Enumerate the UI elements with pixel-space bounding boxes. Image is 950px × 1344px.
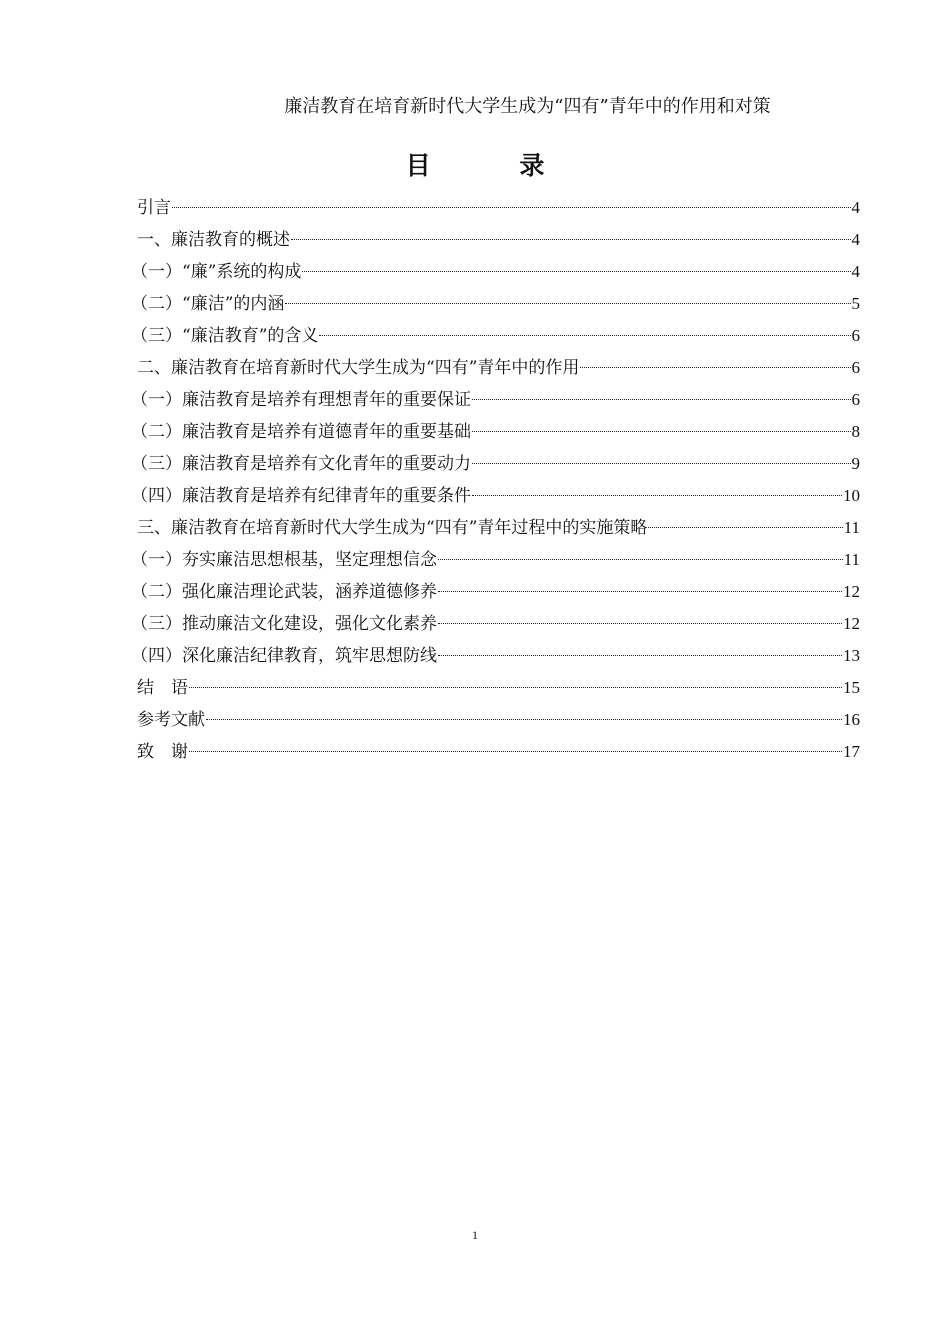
toc-entry-page: 11 <box>843 550 860 569</box>
toc-entry-label: 致 谢 <box>137 742 188 762</box>
toc-dot-leader <box>438 591 842 592</box>
page-number: 1 <box>472 1228 478 1242</box>
toc-entry[interactable] <box>137 512 860 544</box>
toc-entry-page: 4 <box>851 198 860 217</box>
toc-entry-page: 6 <box>851 358 860 377</box>
toc-entry-page: 15 <box>843 678 860 697</box>
toc-entry[interactable] <box>131 416 860 448</box>
toc-entry[interactable] <box>137 192 860 224</box>
toc-entry-label: 一、廉洁教育的概述 <box>137 230 290 250</box>
toc-dot-leader <box>302 271 850 272</box>
toc-entry[interactable] <box>131 384 860 416</box>
toc-entry[interactable] <box>131 608 860 640</box>
toc-dot-leader <box>580 367 850 368</box>
toc-entry-label: （一）夯实廉洁思想根基，坚定理想信念 <box>131 550 437 570</box>
toc-dot-leader <box>472 431 851 432</box>
toc-entry-page: 12 <box>843 582 860 601</box>
toc-entry-label: （一）“廉”系统的构成 <box>131 262 302 282</box>
toc-entry-page: 4 <box>851 262 860 281</box>
toc-dot-leader <box>472 463 851 464</box>
toc-entry-page: 9 <box>851 454 860 473</box>
toc-entry[interactable] <box>131 288 860 320</box>
toc-entry[interactable] <box>137 736 860 768</box>
toc-dot-leader <box>438 559 843 560</box>
toc-entry-label: （二）廉洁教育是培养有道德青年的重要基础 <box>131 422 471 442</box>
toc-entry[interactable] <box>137 704 860 736</box>
toc-entry[interactable] <box>131 576 860 608</box>
toc-entry-label: （三）推动廉洁文化建设，强化文化素养 <box>131 614 437 634</box>
toc-entry-page: 6 <box>851 390 860 409</box>
toc-entry-label: 结 语 <box>137 678 188 698</box>
toc-entry[interactable] <box>131 256 860 288</box>
toc-entry-label: 三、廉洁教育在培育新时代大学生成为“四有”青年过程中的实施策略 <box>137 518 648 538</box>
toc-entry-page: 17 <box>843 742 860 761</box>
toc-dot-leader <box>172 207 851 208</box>
toc-entry[interactable] <box>131 640 860 672</box>
toc-entry[interactable] <box>131 320 860 352</box>
toc-dot-leader <box>189 751 842 752</box>
toc-entry-label: （三）廉洁教育是培养有文化青年的重要动力 <box>131 454 471 474</box>
toc-entry[interactable] <box>137 224 860 256</box>
toc-entry-page: 4 <box>851 230 860 249</box>
running-header: 廉洁教育在培育新时代大学生成为“四有”青年中的作用和对策 <box>284 96 771 117</box>
toc-entry[interactable] <box>137 352 860 384</box>
toc-entry[interactable] <box>131 544 860 576</box>
toc-entry-page: 13 <box>843 646 860 665</box>
toc-dot-leader <box>189 687 842 688</box>
toc-entry[interactable] <box>131 448 860 480</box>
toc-entry-label: （一）廉洁教育是培养有理想青年的重要保证 <box>131 390 471 410</box>
toc-entry-page: 10 <box>843 486 860 505</box>
toc-entry-label: 引言 <box>137 198 171 218</box>
toc-dot-leader <box>472 495 842 496</box>
toc-entry-page: 5 <box>851 294 860 313</box>
toc-dot-leader <box>648 527 842 528</box>
table-of-contents <box>131 192 860 768</box>
toc-dot-leader <box>472 399 851 400</box>
toc-dot-leader <box>291 239 851 240</box>
toc-entry[interactable] <box>137 672 860 704</box>
toc-entry-label: 参考文献 <box>137 710 205 730</box>
toc-entry-label: （二）“廉洁”的内涵 <box>131 294 285 314</box>
toc-entry-page: 16 <box>843 710 860 729</box>
toc-entry-page: 8 <box>851 422 860 441</box>
toc-entry-label: （三）“廉洁教育”的含义 <box>131 326 319 346</box>
toc-entry-page: 6 <box>851 326 860 345</box>
toc-entry-label: （四）廉洁教育是培养有纪律青年的重要条件 <box>131 486 471 506</box>
toc-entry-label: 二、廉洁教育在培育新时代大学生成为“四有”青年中的作用 <box>137 358 580 378</box>
toc-dot-leader <box>206 719 842 720</box>
toc-entry-label: （二）强化廉洁理论武装，涵养道德修养 <box>131 582 437 602</box>
toc-entry[interactable] <box>131 480 860 512</box>
toc-dot-leader <box>285 303 850 304</box>
toc-dot-leader <box>438 623 842 624</box>
toc-entry-page: 11 <box>843 518 860 537</box>
toc-entry-page: 12 <box>843 614 860 633</box>
toc-dot-leader <box>319 335 850 336</box>
toc-dot-leader <box>438 655 842 656</box>
toc-title: 目 录 <box>405 151 585 180</box>
toc-entry-label: （四）深化廉洁纪律教育，筑牢思想防线 <box>131 646 437 666</box>
